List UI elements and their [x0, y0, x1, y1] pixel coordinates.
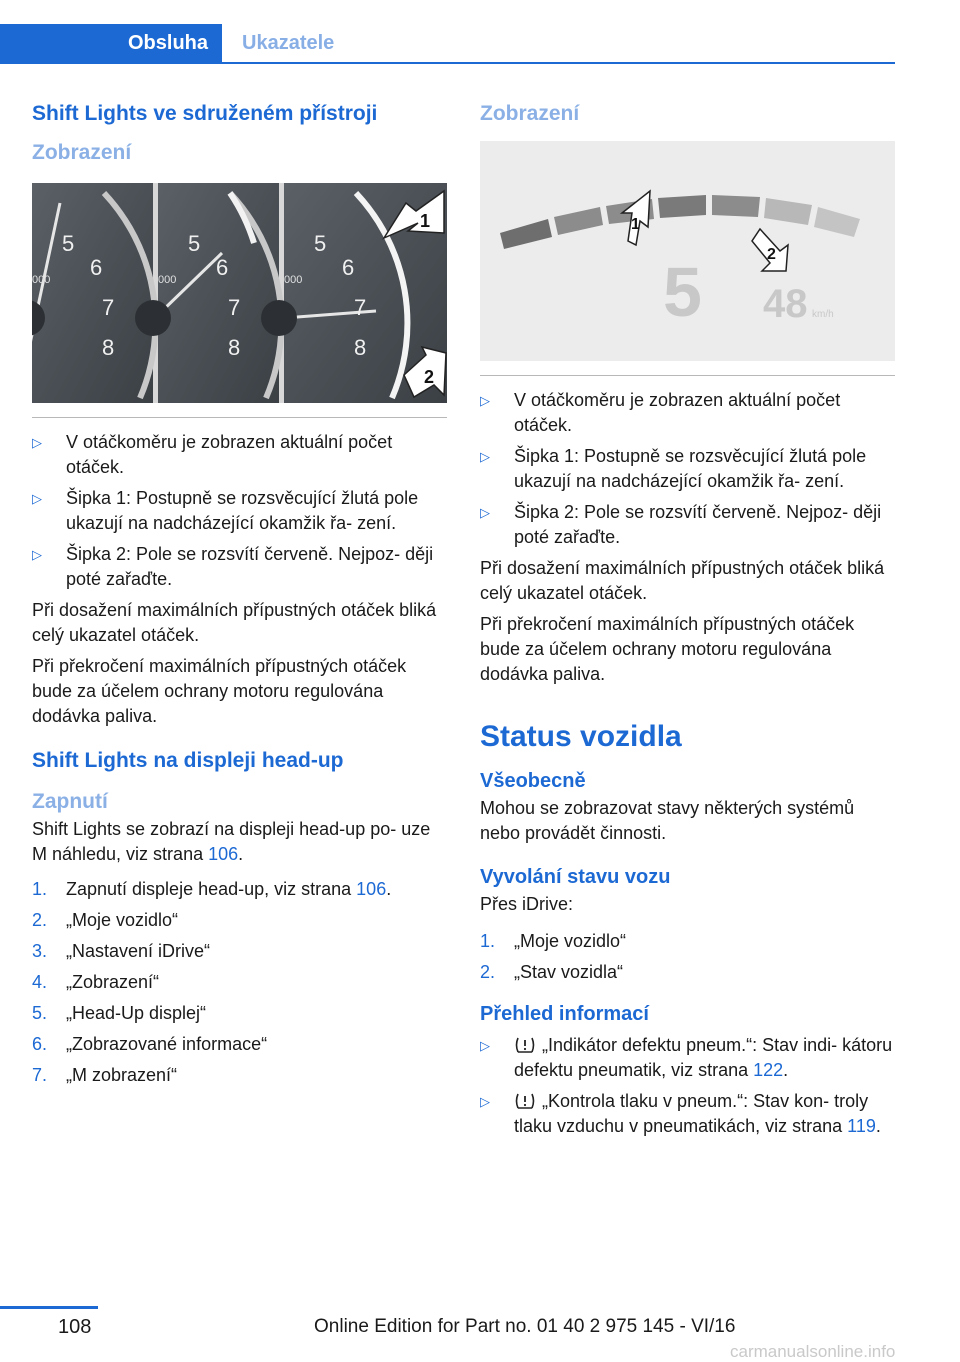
gauge-number: 7	[228, 294, 241, 320]
list-item	[32, 1032, 447, 1057]
step-number: 3.	[32, 941, 48, 962]
head-up-display-figure	[480, 141, 895, 361]
step-text: Zapnutí displeje head-up, viz strana	[66, 879, 357, 900]
info-end: .	[783, 1060, 789, 1081]
list-item	[480, 1033, 895, 1083]
page-link[interactable]: 106	[356, 879, 387, 900]
step-end: .	[386, 879, 392, 900]
step-number: 1.	[32, 879, 48, 900]
gauge-number: 6	[90, 254, 103, 280]
paragraph-text: Shift Lights se zobrazí na displeji head-up po- uze M náhledu, viz strana	[32, 819, 431, 865]
list-item	[480, 960, 895, 985]
list-item	[32, 877, 447, 902]
watermark: carmanualsonline.info	[730, 1342, 896, 1361]
callout-label: 2	[424, 366, 435, 387]
step-number: 6.	[32, 1034, 48, 1055]
paragraph: Přes iDrive:	[480, 894, 574, 915]
list-item: ▷ Šipka 1: Postupně se rozsvěcující žlutá pole ukazují na nadcházející okamžik řa- zení.	[32, 486, 447, 536]
paragraph-end: .	[238, 844, 244, 865]
callout-label: 1	[631, 216, 640, 234]
edition-text: Online Edition for Part no. 01 40 2 975 145 - VI/16	[314, 1316, 736, 1337]
chapter-heading: Status vozidla	[480, 720, 682, 754]
step-text: „Moje vozidlo“	[514, 931, 627, 952]
divider	[32, 417, 447, 418]
page-link[interactable]: 119	[847, 1116, 876, 1137]
left-column	[32, 100, 447, 1094]
gauge-number: 6	[342, 254, 355, 280]
step-number: 2.	[32, 910, 48, 931]
step-number: 1.	[480, 931, 496, 952]
gauge-panel-2	[135, 183, 281, 403]
subsection-heading: Zapnutí	[32, 789, 108, 813]
footer-accent-bar	[0, 1306, 98, 1309]
tachometer-illustration	[32, 183, 447, 403]
list-item	[32, 970, 447, 995]
step-text: „Stav vozidla“	[514, 962, 624, 983]
steps-list	[32, 877, 447, 1088]
step-number: 2.	[480, 962, 496, 983]
gauge-panel-1	[32, 183, 155, 403]
subsection-heading: Všeobecně	[480, 770, 586, 793]
subsection-heading: Zobrazení	[480, 102, 580, 125]
gauge-side-label: 000	[284, 273, 303, 286]
gauge-number: 7	[354, 294, 367, 320]
subsection-heading: Přehled informací	[480, 1003, 649, 1026]
right-column	[480, 100, 895, 1145]
step-text: „Nastavení iDrive“	[66, 941, 211, 962]
hud-speed-unit: km/h	[812, 309, 834, 321]
tab-obsluha[interactable]: Obsluha	[0, 24, 222, 62]
gauge-number: 5	[188, 230, 201, 256]
list-item	[480, 929, 895, 954]
list-item	[32, 1001, 447, 1026]
list-item	[32, 908, 447, 933]
step-text: „M zobrazení“	[66, 1065, 178, 1086]
callout-label: 1	[420, 210, 431, 231]
gauge-number: 6	[216, 254, 229, 280]
subsection-heading: Zobrazení	[32, 141, 132, 165]
list-item	[32, 1063, 447, 1088]
gauge-number: 7	[102, 294, 115, 320]
hud-gear: 5	[663, 253, 702, 332]
paragraph: Při překročení maximálních přípustných otáček bude za účelem ochrany motoru regulována dodávka paliva.	[32, 655, 407, 726]
list-item: ▷ Šipka 2: Pole se rozsvítí červeně. Nejpoz- ději poté zařaďte.	[32, 542, 447, 592]
step-number: 5.	[32, 1003, 48, 1024]
paragraph: Mohou se zobrazovat stavy některých systémů nebo provádět činnosti.	[480, 798, 855, 844]
list-item: ▷ Šipka 1: Postupně se rozsvěcující žlutá pole ukazují na nadcházející okamžik řa- zení.	[480, 444, 895, 494]
tire-pressure-warning-icon	[514, 1092, 536, 1110]
page-link[interactable]: 106	[208, 844, 239, 865]
section-heading: Shift Lights na displeji head-up	[32, 748, 344, 772]
list-item: ▷ V otáčkoměru je zobrazen aktuální počet otáček.	[32, 430, 447, 480]
instrument-cluster-figure	[32, 183, 447, 403]
info-text: „Indikátor defektu pneum.“: Stav indi- kátoru defektu pneumatik, viz strana	[514, 1035, 893, 1081]
list-item	[480, 1089, 895, 1139]
header-tabs	[0, 24, 895, 64]
steps-list	[480, 929, 895, 985]
list-item: ▷ Šipka 2: Pole se rozsvítí červeně. Nejpoz- ději poté zařaďte.	[480, 500, 895, 550]
subsection-heading: Vyvolání stavu vozu	[480, 866, 671, 889]
bullet-list	[480, 388, 895, 550]
gauge-number: 5	[62, 230, 75, 256]
gauge-number: 5	[314, 230, 327, 256]
page-number: 108	[58, 1316, 92, 1338]
tire-pressure-warning-icon	[514, 1036, 536, 1054]
step-text: „Head-Up displej“	[66, 1003, 207, 1024]
step-number: 4.	[32, 972, 48, 993]
paragraph: Při dosažení maximálních přípustných otáček bliká celý ukazatel otáček.	[480, 558, 885, 604]
step-text: „Moje vozidlo“	[66, 910, 179, 931]
step-text: „Zobrazení“	[66, 972, 160, 993]
gauge-side-label: 000	[32, 273, 51, 286]
page-link[interactable]: 122	[753, 1060, 784, 1081]
paragraph: Při překročení maximálních přípustných otáček bude za účelem ochrany motoru regulována dodávka paliva.	[480, 614, 855, 685]
info-end: .	[875, 1116, 881, 1137]
tab-ukazatele[interactable]: Ukazatele	[242, 32, 335, 54]
bullet-list	[32, 430, 447, 592]
list-item: ▷ V otáčkoměru je zobrazen aktuální počet otáček.	[480, 388, 895, 438]
hud-speed: 48	[763, 282, 808, 327]
info-text: „Kontrola tlaku v pneum.“: Stav kon- troly tlaku vzduchu v pneumatikách, viz strana	[514, 1091, 869, 1137]
gauge-number: 8	[354, 334, 367, 360]
section-heading: Shift Lights ve sdruženém přístroji	[32, 102, 378, 125]
paragraph: Při dosažení maximálních přípustných otáček bliká celý ukazatel otáček.	[32, 599, 437, 645]
gauge-number: 8	[228, 334, 241, 360]
list-item	[32, 939, 447, 964]
gauge-panel-3	[261, 183, 447, 403]
gauge-number: 8	[102, 334, 115, 360]
callout-label: 2	[767, 246, 776, 264]
step-number: 7.	[32, 1065, 48, 1086]
divider	[480, 375, 895, 376]
hud-illustration	[480, 141, 895, 361]
gauge-side-label: 000	[158, 273, 177, 286]
step-text: „Zobrazované informace“	[66, 1034, 268, 1055]
info-list	[480, 1033, 895, 1139]
paragraph	[32, 817, 447, 867]
